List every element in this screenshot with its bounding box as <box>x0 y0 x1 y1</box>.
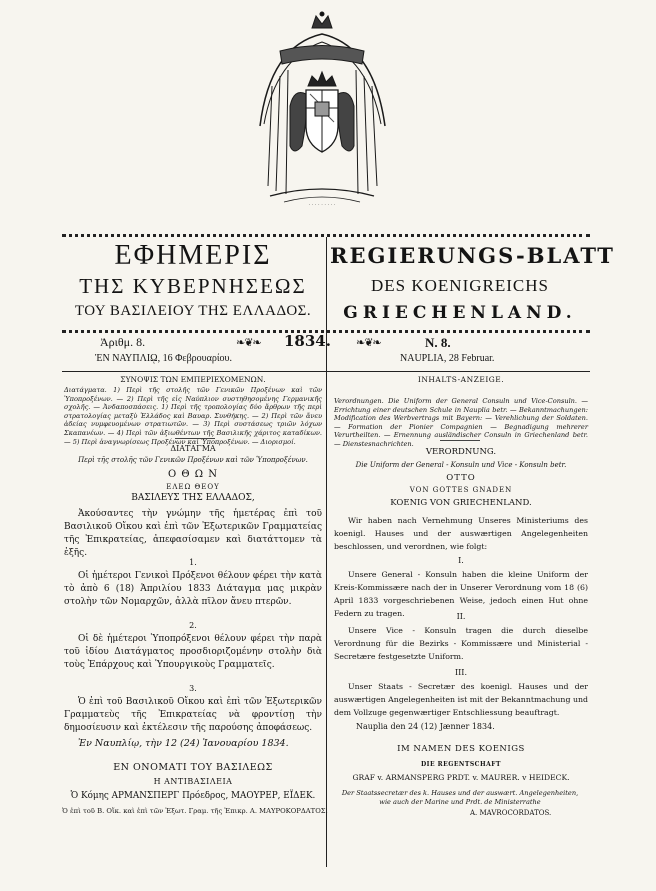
greek-article-2: Οἱ δὲ ἡμέτεροι Ὑποπρόξενοι θέλουν φέρει τὴν παρὰ τοῦ ἰδίου Διατάγματος προσδιοριζομένην στολὴν διὰ τοὺς Ἐπάρχους καὶ Ὑπουργικοὺς Γραμματεῖς. <box>64 634 322 670</box>
greek-king-name: Ο Θ Ω Ν <box>168 469 218 480</box>
greek-preamble: Ἀκούσαντες τὴν γνώμην τῆς ἡμετέρας ἐπὶ τοῦ Βασιλικοῦ Οἴκου καὶ ἐπὶ τῶν Ἐξωτερικῶν Γραμματείας τῆς Ἐπικρατείας, ἀπεφασίσαμεν καὶ διατάττομεν τὰ ἑξῆς. <box>64 509 322 558</box>
greek-separator <box>175 438 215 439</box>
greek-by-grace: ΕΛΕΩ ΘΕΟΥ <box>166 483 220 491</box>
german-countersignature: Der Staatssecretær des k. Hauses und der auswært. Angelegenheiten, wie auch der Marine und Prdt. de Ministerrathe <box>341 789 579 806</box>
greek-article-1: Οἱ ἡμέτεροι Γενικοὶ Πρόξενοι θέλουν φέρει τὴν κατὰ τὸ ἀπὸ 6 (18) Ἀπριλίου 1833 Διάταγμα μας μικρὰν στολὴν τῶν Νομαρχῶν, ἀλλὰ πῖλον ἄνευ πτερῶν. <box>64 571 322 607</box>
royal-coat-of-arms-emblem <box>250 6 395 231</box>
german-place-date: NAUPLIA, 28 Februar. <box>400 353 495 364</box>
german-article-1: Unsere General - Konsuln haben die kleine Uniform der Kreis-Kommissære nach der in Unserer Verordnung vom 18 (6) April 1833 vorgeschriebenen Weise, jedoch einen Hut ohne Federn zu tragen. <box>334 570 588 618</box>
german-article-2: Unsere Vice - Konsuln tragen die durch dieselbe Verordnung für die Bezirks - Kommissære und Ministerial - Secretære festgesetzte Uniform. <box>334 626 588 661</box>
german-separator <box>440 440 480 441</box>
german-masthead-country: GRIECHENLAND. <box>343 303 577 323</box>
german-toc-heading: INHALTS-ANZEIGE. <box>417 375 505 384</box>
greek-regency: Η ΑΝΤΙΒΑΣΙΛΕΙΑ <box>153 777 233 786</box>
greek-article-3: Ὁ ἐπὶ τοῦ Βασιλικοῦ Οἴκου καὶ ἐπὶ τῶν Ἐξωτερικῶν Γραμματεὺς τῆς Ἐπικρατείας νὰ φροντίσῃ τὴν δημοσίευσιν καὶ ἐκτέλεσιν τῆς παρούσης ἀποφάσεως. <box>64 697 322 733</box>
german-masthead-title: REGIERUNGS-BLATT <box>330 243 615 268</box>
german-king-title: KOENIG VON GRIECHENLAND. <box>390 498 532 508</box>
german-king-name: OTTO <box>446 473 476 483</box>
german-preamble: Wir haben nach Vernehmung Unseres Ministeriums des koenigl. Hauses und der auswærtigen Angelegenheiten beschlossen, und verordnen, wie folgt: <box>334 516 588 551</box>
german-article-2-number: II. <box>456 612 466 621</box>
german-signatories: GRAF v. ARMANSPERG PRDT. v. MAURER. v HEIDECK. <box>352 773 570 782</box>
greek-article-1-number: 1. <box>189 558 197 567</box>
greek-in-name-of-king: ΕΝ ΟΝΟΜΑΤΙ ΤΟΥ ΒΑΣΙΛΕΩΣ <box>113 762 273 773</box>
issue-year: 1834. <box>284 332 331 350</box>
german-decree-subject: Die Uniform der General - Konsuln und Vice - Konsuln betr. <box>355 461 567 469</box>
german-article-1-number: I. <box>458 556 464 565</box>
greek-place-date: ἘΝ ΝΑΥΠΛΙῼ, 16 Φεβρουαρίου. <box>95 353 232 364</box>
greek-date-line: Ἐν Ναυπλίῳ, τὴν 12 (24) Ἰανουαρίου 1834. <box>78 738 289 749</box>
svg-text:· · · · · · · · ·: · · · · · · · · · <box>308 202 336 208</box>
german-article-3: Unser Staats - Secretær des koenigl. Hauses und der auswærtigen Angelegenheiten ist mit der Bekanntmachung und dem Vollzuge gegenwærtiger Entschliessung beauftragt. <box>334 682 588 717</box>
greek-issue-number: Ἀριθμ. 8. <box>100 335 146 349</box>
german-by-grace: VON GOTTES GNADEN <box>409 486 513 494</box>
greek-masthead-subtitle: ΤΗΣ ΚΥΒΕΡΝΗΣΕΩΣ <box>79 274 307 298</box>
german-regency: DIE REGENTSCHAFT <box>420 761 502 768</box>
german-in-name-of-king: IM NAMEN DES KOENIGS <box>397 744 525 754</box>
greek-toc-heading: ΣΥΝΟΨΙΣ ΤΩΝ ΕΜΠΕΡΙΕΧΟΜΕΝΩΝ. <box>120 375 266 384</box>
german-date-line: Nauplia den 24 (12) Jænner 1834. <box>356 722 495 731</box>
greek-article-3-number: 3. <box>189 684 197 693</box>
german-article-3-number: III. <box>454 668 468 677</box>
greek-decree-subject: Περὶ τῆς στολῆς τῶν Γενικῶν Προξένων καὶ τῶν Ὑποπροξένων. <box>78 456 308 464</box>
greek-masthead-kingdom: ΤΟΥ ΒΑΣΙΛΕΙΟΥ ΤΗΣ ΕΛΛΑΔΟΣ. <box>74 303 312 319</box>
greek-signatories: Ὁ Κόμης ΑΡΜΑΝΣΠΕΡΓ Πρόεδρος, ΜΑΟΥΡΕΡ, ΕΪΔΕΚ. <box>70 791 316 801</box>
left-ornament: ❧❦❧ <box>236 336 261 349</box>
greek-article-2-number: 2. <box>189 621 197 630</box>
german-countersignature-name: A. MAVROCORDATOS. <box>470 809 552 817</box>
german-toc-body: Verordnungen. Die Uniform der General Consuln und Vice-Consuln. — Errichtung einer deutschen Schule in Nauplia betr. — Bekanntmachungen: Modification des Werbvertrags mit Bayern: — Verehlichung der Soldaten. — Formation der Pionier Compagnien — Begnadigung mehrerer Verurtheilten. — Ernennung ausländischer Consuln in Griechenland betr. — Dienstesnachrichten. <box>334 397 588 448</box>
german-issue-number: N. 8. <box>425 335 451 350</box>
german-masthead-subtitle: DES KOENIGREICHS <box>371 276 549 295</box>
greek-masthead-title: ΕΦΗΜΕΡΙΣ <box>114 240 272 271</box>
german-decree-heading: VERORDNUNG. <box>425 447 497 457</box>
greek-decree-heading: ΔΙΑΤΑΓΜΑ <box>170 444 216 453</box>
right-ornament: ❧❦❧ <box>356 336 381 349</box>
greek-toc-body: Διατάγματα. 1) Περὶ τῆς στολῆς τῶν Γενικῶν Προξένων καὶ τῶν Ὑποπροξένων. — 2) Περὶ τῆς εἰς Ναύπλιον συστηθησομένης Γερμανικῆς σχολῆς. — Ἀνδαποσπάσεις. 1) Περὶ τῆς τροπολογίας δύο ἄρθρων τῆς περὶ στρατολογίας μεταξὺ Ἑλλάδος καὶ Βαυαρ. Συνθήκης. — 2) Περὶ τῶν ἄνευ ἀδείας νυμφευομένων στρατιωτῶν. — 3) Περὶ συστάσεως τριῶν λόχων Σκαπανέων. — 4) Περὶ τῶν ἀξιωθέντων τῆς Βασιλικῆς χάριτος καταδίκων. — 5) Περὶ ἀναγνωρίσεως Προξένων καὶ Ὑποπροξένων. — Διορισμοί. <box>64 386 322 446</box>
greek-countersignature: Ὁ ἐπὶ τοῦ Β. Οἴκ. καὶ ἐπὶ τῶν Ἐξωτ. Γραμ. τῆς Ἐπικρ. Α. ΜΑΥΡΟΚΟΡΔΑΤΟΣ. <box>62 807 328 815</box>
greek-king-title: ΒΑΣΙΛΕΥΣ ΤΗΣ ΕΛΛΑΔΟΣ, <box>131 493 255 503</box>
